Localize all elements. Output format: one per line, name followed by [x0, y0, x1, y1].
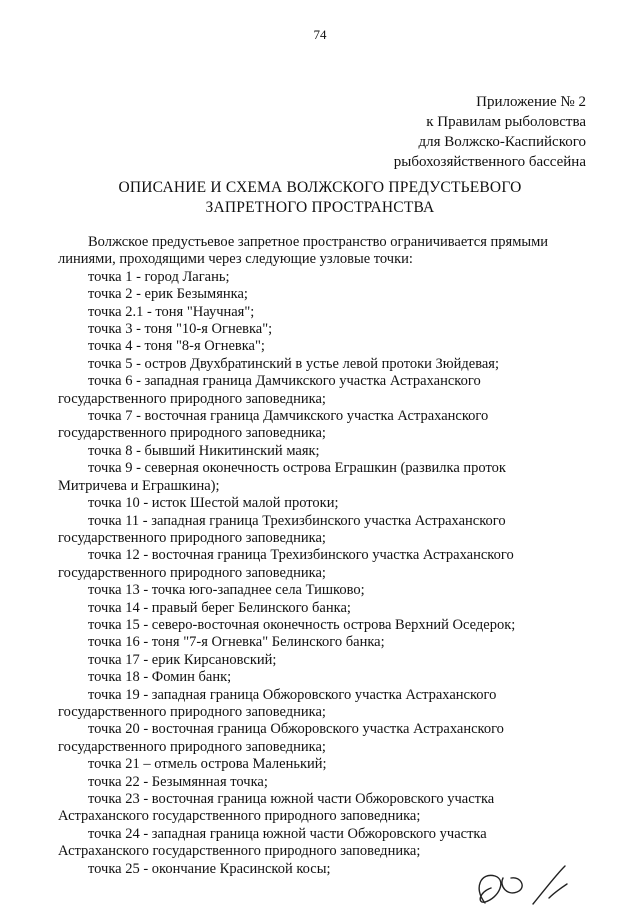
document-title [0, 178, 640, 218]
point-item [58, 547, 588, 582]
point-line: точка 14 - правый берег Белинского банка; [88, 599, 351, 616]
point-item [58, 269, 588, 286]
point-item [58, 582, 588, 599]
point-line: точка 25 - окончание Красинской косы; [88, 860, 331, 877]
document-body [58, 234, 588, 878]
intro-line: Волжское предустьевое запретное пространство ограничивается прямыми [88, 234, 549, 250]
point-line: точка 22 - Безымянная точка; [88, 773, 268, 790]
point-line: точка 5 - остров Двухбратинский в устье левой протоки Зюйдевая; [88, 355, 499, 372]
point-item [58, 756, 588, 773]
point-line: точка 4 - тоня "8-я Огневка"; [88, 338, 265, 355]
point-item [58, 652, 588, 669]
point-item [58, 304, 588, 321]
point-item [58, 338, 588, 355]
point-item [58, 373, 588, 408]
point-line: точка 12 - восточная граница Трехизбинского участка Астраханского [88, 547, 514, 564]
point-line-continuation: государственного природного заповедника; [58, 738, 326, 755]
point-line-continuation: государственного природного заповедника; [58, 703, 326, 720]
intro-paragraph [58, 234, 588, 269]
point-item [58, 634, 588, 651]
page-number: 74 [313, 27, 327, 42]
appendix-line: рыбохозяйственного бассейна [393, 154, 586, 170]
point-line: точка 15 - северо-восточная оконечность острова Верхний Оседерок; [88, 616, 516, 633]
point-line: точка 1 - город Лагань; [88, 268, 230, 285]
point-item [58, 791, 588, 826]
appendix-line: к Правилам рыболовства [426, 114, 586, 130]
point-line: точка 6 - западная граница Дамчикского участка Астраханского [88, 373, 481, 390]
point-line: точка 8 - бывший Никитинский маяк; [88, 442, 320, 459]
point-line: точка 19 - западная граница Обжоровского участка Астраханского [88, 686, 497, 703]
point-item [58, 286, 588, 303]
point-item [58, 617, 588, 634]
point-line: точка 10 - исток Шестой малой протоки; [88, 495, 339, 512]
point-item [58, 826, 588, 861]
title-line: ЗАПРЕТНОГО ПРОСТРАНСТВА [205, 199, 435, 216]
point-line-continuation: государственного природного заповедника; [58, 564, 326, 581]
point-item [58, 408, 588, 443]
intro-line: линиями, проходящими через следующие узловые точки: [58, 251, 413, 268]
point-item [58, 356, 588, 373]
point-line-continuation: государственного природного заповедника; [58, 390, 326, 407]
point-line: точка 21 – отмель острова Маленький; [88, 756, 327, 773]
point-line: точка 13 - точка юго-западнее села Тишково; [88, 582, 365, 599]
point-line-continuation: Астраханского государственного природного заповедника; [58, 843, 421, 860]
point-line-continuation: государственного природного заповедника; [58, 529, 326, 546]
point-line: точка 20 - восточная граница Обжоровского участка Астраханского [88, 721, 504, 738]
title-line: ОПИСАНИЕ И СХЕМА ВОЛЖСКОГО ПРЕДУСТЬЕВОГО [118, 179, 522, 196]
point-item [58, 321, 588, 338]
point-line: точка 24 - западная граница южной части Обжоровского участка [88, 825, 487, 842]
point-line: точка 2.1 - тоня "Научная"; [88, 303, 255, 320]
point-line: точка 2 - ерик Безымянка; [88, 286, 248, 303]
point-line-continuation: Митричева и Еграшкина); [58, 477, 220, 494]
point-line: точка 3 - тоня "10-я Огневка"; [88, 321, 273, 338]
points-list [58, 269, 588, 878]
point-item [58, 513, 588, 548]
point-line: точка 9 - северная оконечность острова Еграшкин (развилка проток [88, 460, 506, 477]
point-item [58, 460, 588, 495]
point-item [58, 495, 588, 512]
point-item [58, 443, 588, 460]
appendix-line: для Волжско-Каспийского [418, 134, 586, 150]
point-item [58, 600, 588, 617]
point-line: точка 7 - восточная граница Дамчикского участка Астраханского [88, 408, 489, 425]
point-line: точка 16 - тоня "7-я Огневка" Белинского банка; [88, 634, 385, 651]
signature-image [455, 858, 595, 905]
point-item [58, 669, 588, 686]
point-line: точка 17 - ерик Кирсановский; [88, 651, 277, 668]
point-item [58, 721, 588, 756]
point-line: точка 18 - Фомин банк; [88, 669, 232, 686]
appendix-line: Приложение № 2 [476, 94, 586, 110]
point-line-continuation: государственного природного заповедника; [58, 425, 326, 442]
appendix-header [394, 92, 586, 172]
point-line: точка 23 - восточная граница южной части Обжоровского участка [88, 791, 495, 807]
point-item [58, 774, 588, 791]
point-line-continuation: Астраханского государственного природного заповедника; [58, 808, 421, 825]
point-item [58, 687, 588, 722]
point-line: точка 11 - западная граница Трехизбинского участка Астраханского [88, 512, 506, 529]
